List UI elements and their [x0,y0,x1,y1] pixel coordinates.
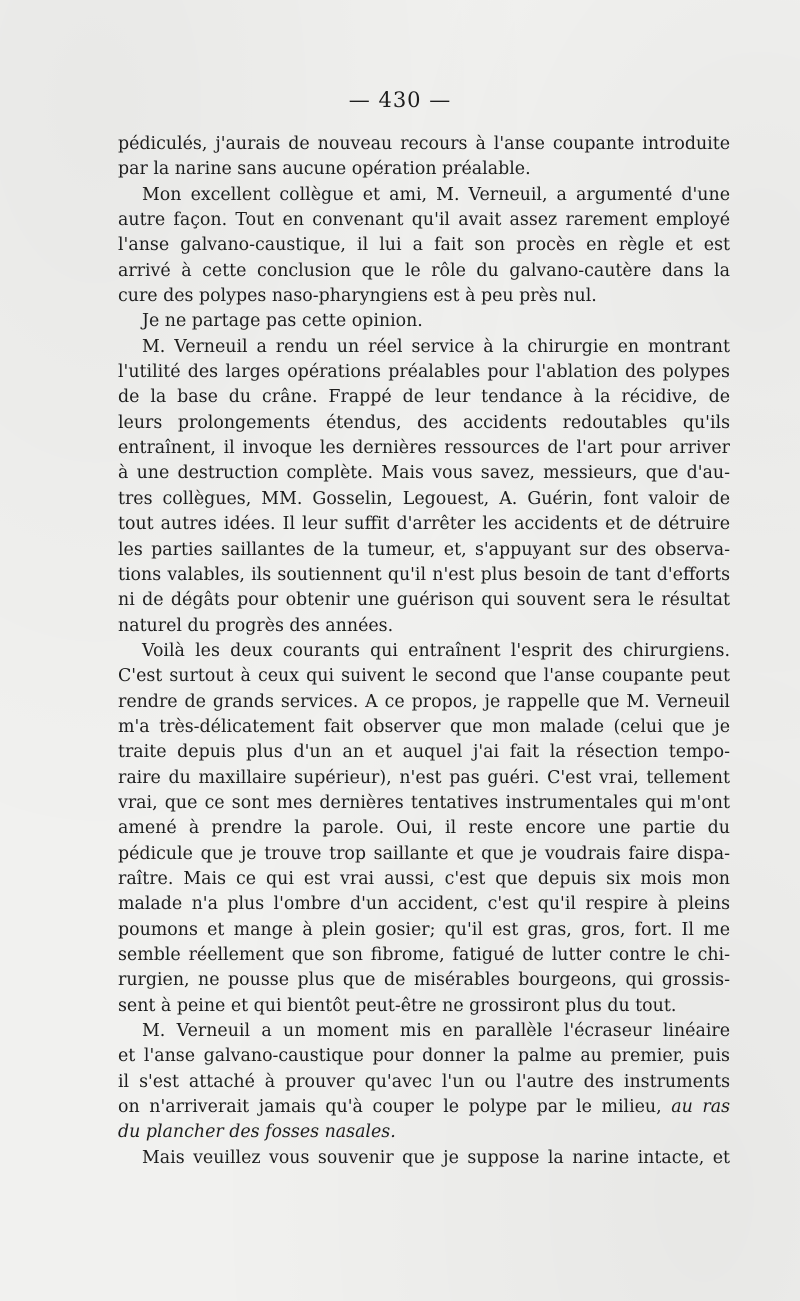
text-line-content: cure des polypes naso-pharyngiens est à peu près nul. [118,286,597,307]
text-line-content: ni de dégâts pour obtenir une guérison qui souvent sera le résultat [118,590,730,611]
text-line [118,791,730,816]
text-line-content: on n'arriverait jamais qu'à couper le polype par le milieu, [118,1097,662,1118]
text-line-content: rendre de grands services. A ce propos, je rappelle que M. Verneuil [118,691,730,712]
text-line [118,385,730,410]
text-line [118,233,730,258]
text-line-content: M. Verneuil a un moment mis en parallèle l'écraseur linéaire [142,1021,730,1042]
italic-phrase: du plancher des fosses nasales. [118,1122,396,1143]
text-line [118,842,730,867]
text-line [118,259,730,284]
text-line-content: il s'est attaché à prouver qu'avec l'un ou l'autre des instruments [118,1071,730,1092]
text-line-content: C'est surtout à ceux qui suivent le second que l'anse coupante peut [118,666,730,687]
text-line [118,690,730,715]
text-line-content: l'anse galvano-caustique, il lui a fait son procès en règle et est [118,235,730,256]
text-line [118,1019,730,1044]
text-line-content: M. Verneuil a rendu un réel service à la chirurgie en montrant [142,336,730,357]
text-line-content: raire du maxillaire supérieur), n'est pas guéri. C'est vrai, tellement [118,767,730,788]
text-line-content: raître. Mais ce qui est vrai aussi, c'est que depuis six mois mon [118,868,730,889]
body-text [118,132,730,1171]
text-line-content: vrai, que ce sont mes dernières tentatives instrumentales qui m'ont [118,792,730,813]
text-line-content: par la narine sans aucune opération préalable. [118,159,531,180]
text-line [118,918,730,943]
text-line-content: amené à prendre la parole. Oui, il reste encore une partie du [118,818,730,839]
text-line-content: et l'anse galvano-caustique pour donner la palme au premier, puis [118,1046,730,1067]
text-line [118,588,730,613]
text-line [118,538,730,563]
text-line-content: Je ne partage pas cette opinion. [142,311,423,332]
page-number: — 430 — [348,88,452,112]
text-line-content: l'utilité des larges opérations préalables pour l'ablation des polypes [118,362,730,383]
text-line [118,512,730,537]
text-line [118,183,730,208]
text-line [118,614,730,639]
text-line-content: les parties saillantes de la tumeur, et, s'appuyant sur des observa- [118,539,730,560]
text-line [118,639,730,664]
text-line [118,360,730,385]
text-line-content: autre façon. Tout en convenant qu'il avait assez rarement employé [118,210,730,231]
text-line-content: de la base du crâne. Frappé de leur tendance à la récidive, de [118,387,730,408]
text-line [118,208,730,233]
text-line-content: rurgien, ne pousse plus que de misérables bourgeons, qui grossis- [118,970,730,991]
text-line-content: malade n'a plus l'ombre d'un accident, c'est qu'il respire à pleins [118,894,730,915]
text-line [118,461,730,486]
text-line [118,1146,730,1171]
text-line [118,968,730,993]
text-line-content: tres collègues, MM. Gosselin, Legouest, A. Guérin, font valoir de [118,488,730,509]
text-line-content: pédicule que je trouve trop saillante et que je voudrais faire dispa- [118,843,730,864]
text-line-content: poumons et mange à plein gosier; qu'il est gras, gros, fort. Il me [118,919,730,940]
text-line [118,892,730,917]
text-line-content: semble réellement que son fibrome, fatigué de lutter contre le chi- [118,945,730,965]
text-line-content: pédiculés, j'aurais de nouveau recours à l'anse coupante introduite [118,134,730,154]
text-line-content: à une destruction complète. Mais vous savez, messieurs, que d'au- [118,463,730,484]
text-line [118,132,730,157]
text-line-content: tions valables, ils soutiennent qu'il n'est plus besoin de tant d'efforts [118,564,730,585]
text-line-content: Mais veuillez vous souvenir que je suppose la narine intacte, et [142,1147,730,1168]
italic-phrase: au ras [671,1097,730,1118]
text-line [118,664,730,689]
text-line-content: Mon excellent collègue et ami, M. Verneuil, a argumenté d'une [142,184,730,205]
text-line-content: naturel du progrès des années. [118,615,394,636]
text-line-content: Voilà les deux courants qui entraînent l'esprit des chirurgiens. [142,640,730,661]
text-line [118,816,730,841]
text-line-content: m'a très-délicatement fait observer que mon malade (celui que je [118,716,730,737]
text-line [118,994,730,1019]
text-line [118,1120,730,1145]
text-line [118,1044,730,1069]
text-line [118,766,730,791]
text-line [118,487,730,512]
text-line [118,309,730,334]
text-line-content: entraînent, il invoque les dernières ressources de l'art pour arriver [118,438,730,459]
text-line [118,284,730,309]
text-line [118,335,730,360]
text-line [118,563,730,588]
text-line [118,1070,730,1095]
text-line-content: leurs prolongements étendus, des accidents redoutables qu'ils [118,412,730,433]
text-line-content: traite depuis plus d'un an et auquel j'ai fait la résection tempo- [118,742,730,763]
text-line-content: arrivé à cette conclusion que le rôle du galvano-cautère dans la [118,260,730,281]
text-line-content: sent à peine et qui bientôt peut-être ne grossiront plus du tout. [118,995,677,1016]
text-line [118,867,730,892]
text-line [118,740,730,765]
text-line [118,715,730,740]
text-line [118,1095,730,1120]
text-line [118,411,730,436]
text-line [118,943,730,968]
text-line [118,436,730,461]
text-line-content: tout autres idées. Il leur suffit d'arrêter les accidents et de détruire [118,514,730,535]
text-line [118,157,730,182]
